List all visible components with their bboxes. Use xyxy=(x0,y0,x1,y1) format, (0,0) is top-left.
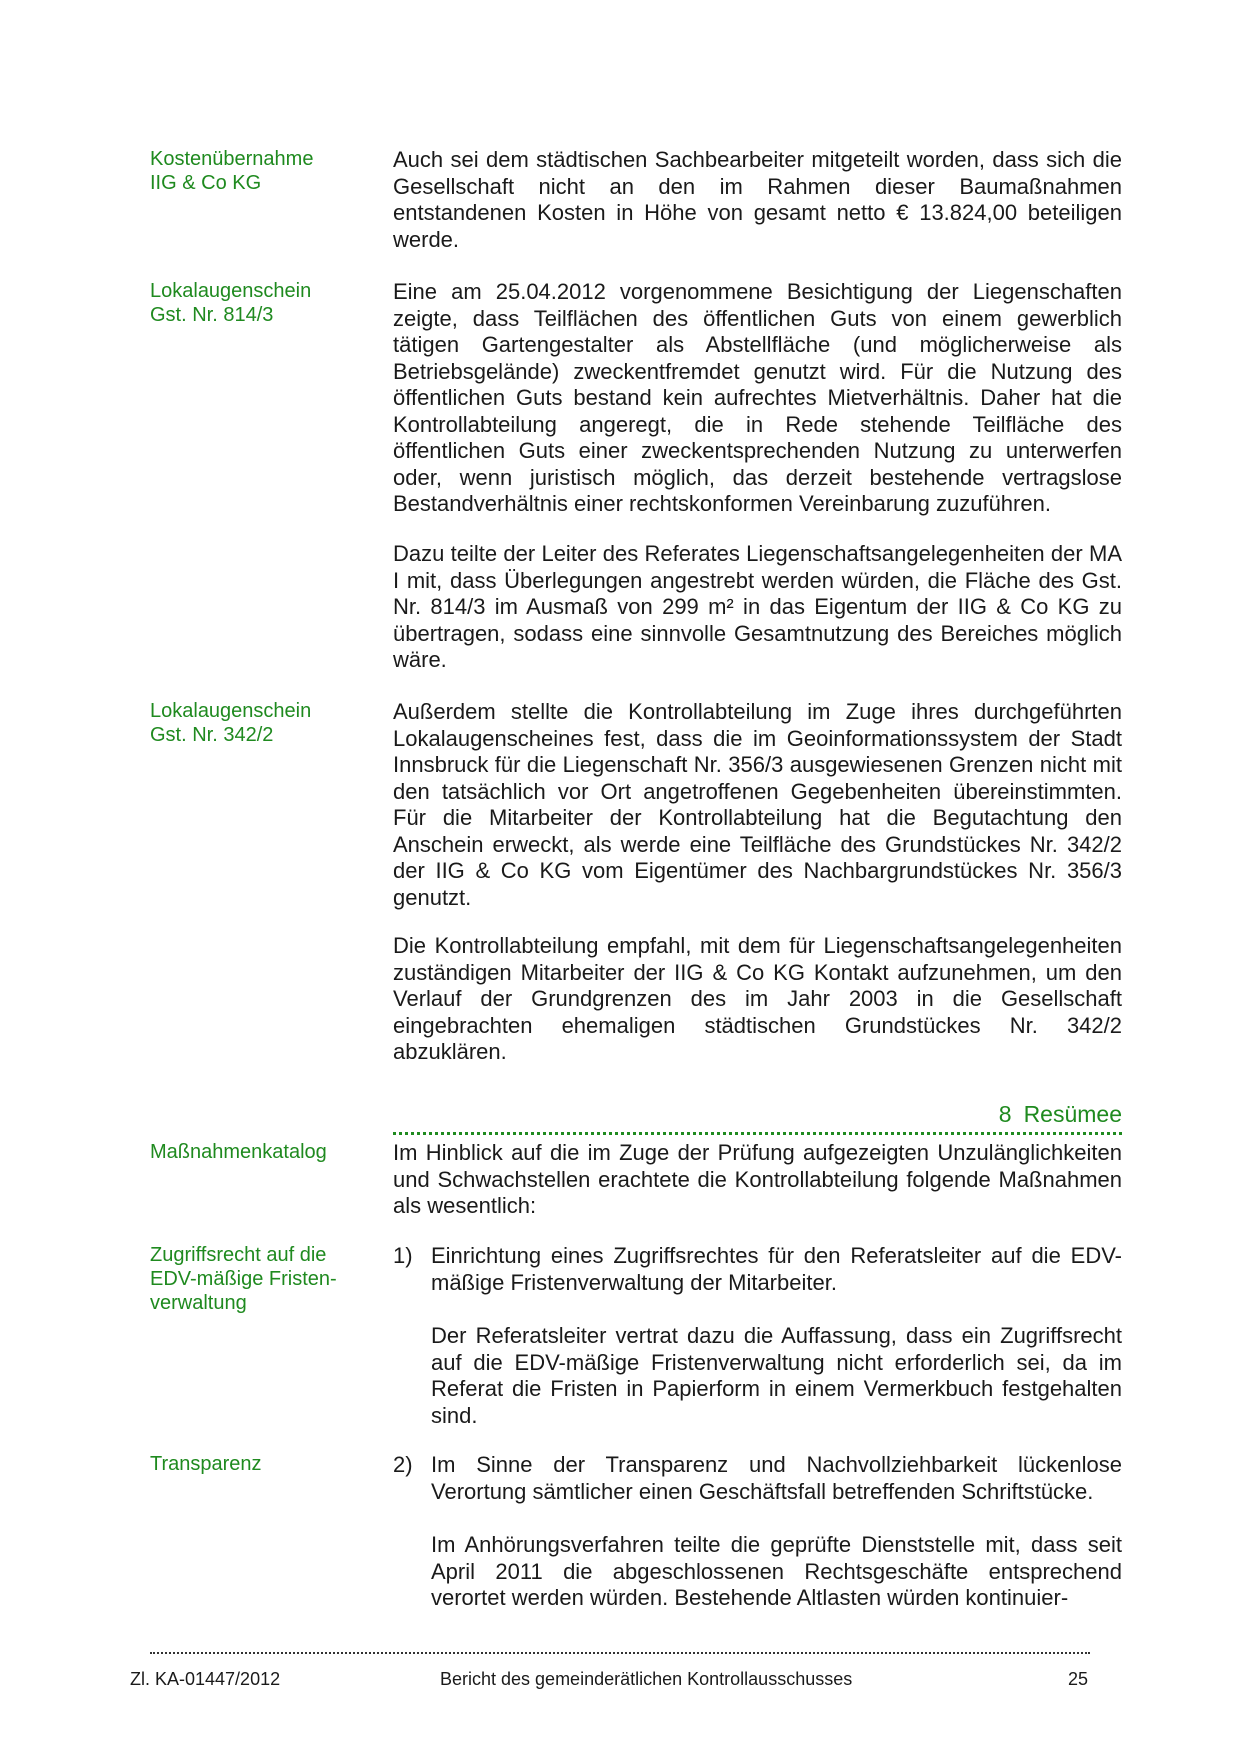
margin-note: Zugriffsrecht auf die EDV-mäßige Fristen- verwaltung xyxy=(150,1244,337,1314)
page-number: 25 xyxy=(1068,1669,1089,1689)
item-response: Der Referatsleiter vertrat dazu die Auffassung, dass ein Zugriffsrecht auf die EDV-mäßige Fristenverwaltung nicht erforderlich sei, da im Referat die Fristen in Papierform in einem Vermerkbuch festgehalten sind. xyxy=(431,1323,1122,1428)
item-body xyxy=(393,1452,1122,1632)
margin-note: Kostenübernahme IIG & Co KG xyxy=(150,148,314,194)
paragraph: Eine am 25.04.2012 vorgenommene Besichtigung der Liegenschaften zeigte, dass Teilflächen des öffentlichen Guts von einem gewerblich tätigen Gartengestalter als Abstellfläche (und möglicherweise als Betriebsgelände) zweckentfremdet genutzt wird. Für die Nutzung des öffentlichen Guts bestand kein aufrechtes Mietverhältnis. Daher hat die Kontrollabteilung angeregt, die in Rede stehende Teilfläche des öffentlichen Guts einer zweckentsprechenden Nutzung zu unterwerfen oder, wenn juristisch möglich, das derzeit bestehende vertragslose Bestandverhältnis einer rechtskonformen Vereinbarung zuzuführen. xyxy=(393,279,1122,516)
section-heading xyxy=(393,1100,1122,1135)
margin-note: Maßnahmenkatalog xyxy=(150,1141,327,1163)
body-text xyxy=(393,147,1122,253)
item-number: 1) xyxy=(393,1243,413,1268)
paragraph: Die Kontrollabteilung empfahl, mit dem für Liegenschaftsangelegenheiten zuständigen Mitarbeiter der IIG & Co KG Kontakt aufzunehmen, um den Verlauf der Grundgrenzen des im Jahr 2003 in die Gesellschaft eingebrachten ehemaligen städtischen Grundstückes Nr. 342/2 abzuklären. xyxy=(393,933,1122,1064)
footer-reference: Zl. KA-01447/2012 xyxy=(130,1669,281,1689)
margin-note: Lokalaugenschein Gst. Nr. 342/2 xyxy=(150,700,312,746)
item-text: Im Sinne der Transparenz und Nachvollziehbarkeit lückenlose Verortung sämtlicher einen Geschäftsfall betreffenden Schriftstücke. xyxy=(431,1452,1122,1504)
item-number: 2) xyxy=(393,1452,413,1477)
body-text xyxy=(393,933,1122,1066)
heading-title xyxy=(393,1100,1122,1128)
paragraph: Auch sei dem städtischen Sachbearbeiter mitgeteilt worden, dass sich die Gesellschaft nicht an den im Rahmen dieser Baumaßnahmen entstandenen Kosten in Höhe von gesamt netto € 13.824,00 beteiligen werde. xyxy=(393,147,1122,252)
item-response: Im Anhörungsverfahren teilte die geprüfte Dienststelle mit, dass seit April 2011 die abgeschlossenen Rechtsgeschäfte entsprechend verortet werden würden. Bestehende Altlasten würden kontinuier- xyxy=(431,1532,1122,1610)
heading-label: Resümee xyxy=(1023,1101,1122,1127)
body-text xyxy=(393,699,1122,911)
body-text xyxy=(393,279,1122,518)
body-text xyxy=(393,541,1122,674)
footer-divider xyxy=(150,1652,1090,1654)
paragraph: Im Hinblick auf die im Zuge der Prüfung aufgezeigten Unzulänglichkeiten und Schwachstellen erachtete die Kontrollabteilung folgende Maßnahmen als wesentlich: xyxy=(393,1140,1122,1218)
body-text xyxy=(393,1140,1122,1220)
heading-number: 8 xyxy=(998,1101,1012,1127)
heading-divider xyxy=(393,1132,1122,1135)
margin-note: Transparenz xyxy=(150,1453,262,1475)
item-text: Einrichtung eines Zugriffsrechtes für den Referatsleiter auf die EDV-mäßige Fristenverwaltung der Mitarbeiter. xyxy=(431,1243,1122,1295)
footer-title: Bericht des gemeinderätlichen Kontrollausschusses xyxy=(440,1669,853,1689)
paragraph: Dazu teilte der Leiter des Referates Liegenschaftsangelegenheiten der MA I mit, dass Überlegungen angestrebt werden würden, die Fläche des Gst. Nr. 814/3 im Ausmaß von 299 m² in das Eigentum der IIG & Co KG zu übertragen, sodass eine sinnvolle Gesamtnutzung des Bereiches möglich wäre. xyxy=(393,541,1122,672)
margin-note: Lokalaugenschein Gst. Nr. 814/3 xyxy=(150,280,312,326)
item-body xyxy=(393,1243,1122,1443)
paragraph: Außerdem stellte die Kontrollabteilung im Zuge ihres durchgeführten Lokalaugenscheines fest, dass die im Geoinformationssystem der Stadt Innsbruck für die Liegenschaft Nr. 356/3 ausgewiesenen Grenzen nicht mit den tatsächlich vor Ort angetroffenen Gegebenheiten übereinstimmten. Für die Mitarbeiter der Kontrollabteilung hat die Begutachtung den Anschein erweckt, als werde eine Teilfläche des Grundstückes Nr. 342/2 der IIG & Co KG vom Eigentümer des Nachbargrundstückes Nr. 356/3 genutzt. xyxy=(393,699,1122,910)
